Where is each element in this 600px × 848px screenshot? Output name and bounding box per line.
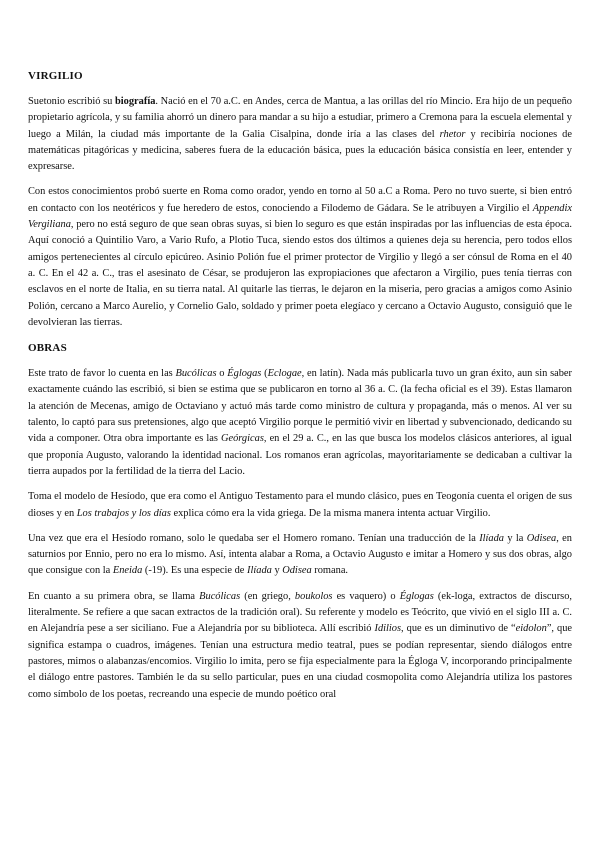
text-run: o: [216, 368, 228, 380]
text-run: , en el 29 a. C., en las que busca los modelos clásicos anteriores, al igual que proponía Augusto, valorando la identidad nacional. Los romanos eran agrícolas, mayoritariamente se dedicaban a cultivar la tierra aupados por la fertilidad de la tierra del Lacio.: [28, 433, 572, 477]
italic-text: Geórgicas: [220, 433, 264, 445]
italic-text: Odisea: [282, 565, 312, 577]
text-run: es vaquero) o: [332, 590, 400, 602]
document-page: [28, 68, 572, 712]
text-run: y la: [504, 532, 527, 544]
italic-text: Eneida: [112, 565, 143, 577]
section-heading-obras: OBRAS: [28, 342, 67, 355]
text-run: ”, que significa estampa o cuadros, imágenes. Tenían una estructura medio teatral, pues se podían representar, siendo diálogos entre pastores, mimos o alabanzas/encomios. Virgilio lo imita, pero se fija especialmente para la Égloga V, incorporando principalmente el diálogo entre pastores. También le da su sello particular, pues en una ciudad cosmopolita como Alejandría utiliza los pastores como símbolo de los poetas, recreando una especie de mundo poético oral: [28, 623, 573, 700]
text-run: , que es un diminutivo de “: [401, 623, 516, 635]
text-run: (en griego,: [240, 590, 295, 602]
italic-text: Bucólicas: [175, 368, 217, 380]
italic-text: boukolos: [294, 590, 333, 602]
paragraph: [28, 531, 572, 580]
paragraph: [28, 94, 572, 175]
italic-text: Églogas: [227, 368, 262, 380]
paragraph: [28, 366, 572, 480]
text-run: (-19). Es una especie de: [142, 565, 248, 577]
text-run: , en saturnios por Ennio, pero no era lo mismo. Así, intenta alabar a Roma, a Octavio Augusto e imitar a Homero y sus dos obras, algo que consigue con la: [28, 532, 572, 577]
text-run: (: [261, 368, 268, 380]
text-run: . Nació en el 70 a.C. en Andes, cerca de Mantua, a las orillas del río Mincio. Era hijo de un pequeño propietario agrícola, y su familia ahorró un dinero para mandar a su hijo a estudiar, primero a Cremona para la escuela elemental y luego a Milán, la ciudad más importante de la Galia Cisalpina, donde iría a las clases del: [28, 96, 572, 140]
bold-text: biografía: [115, 96, 156, 107]
italic-text: rhetor: [439, 128, 466, 140]
text-run: Toma el modelo de Hesíodo, que era como el Antiguo Testamento para el mundo clásico, pues en Teogonía cuenta el origen de sus dioses y en: [28, 491, 572, 519]
text-run: Suetonio escribió su: [28, 96, 115, 107]
text-run: Una vez que era el Hesíodo romano, solo le quedaba ser el Homero romano. Tenían una traducción de la: [28, 532, 480, 544]
text-run: romana.: [311, 565, 349, 577]
paragraph: [28, 489, 572, 522]
text-run: Con estos conocimientos probó suerte en Roma como orador, yendo en torno al 50 a.C a Roma. Pero no tuvo suerte, si bien entró en contacto con los neotéricos y fue heredero de estos, conociendo a Filodemo de Gádara. Se le atribuyen a Virgilio el: [28, 186, 572, 214]
italic-text: Idilios: [374, 623, 402, 635]
text-run: (ek-loga, extractos de discurso, literalmente. Se refiere a que sacan extractos de la tradición oral). Su referente y modelo es Teócrito, que vivió en el siglo III a. C. en Alejandría pese a ser siciliano. Fue a Alejandría por su biblioteca. Allí escribió: [28, 590, 573, 635]
text-run: y: [271, 565, 283, 577]
italic-text: eidolon: [515, 623, 547, 635]
text-run: explica cómo era la vida griega. De la misma manera intenta actuar Virgilio.: [170, 507, 491, 519]
italic-text: Églogas: [399, 590, 434, 602]
italic-text: Eclogae: [267, 368, 302, 380]
paragraph: [28, 184, 572, 331]
italic-text: Ilíada: [247, 565, 272, 577]
text-run: , pero no está seguro de que sean obras suyas, si bien lo seguro es que están inspiradas por las influencias de esta época. Aquí conoció a Quintilio Varo, a Vario Rufo, a Plotio Tuca, siendo estos dos últimos a quienes deja su herencia, pero todos ellos amigos pertenecientes al círculo epicúreo. Asinio Polión fue el primer protector de Virgilio y llegó a ser cónsul de Roma en el 40 a. C. En el 42 a. C., tras el asesinato de César, se produjeron las expropiaciones que afectaron a Virgilio, pues tenía tierras con esclavos en el norte de Italia, en su tierra natal. Al quitarle las tierras, le dejaron en la miseria, pero gracias a amigos como Asinio Polión, cercano a Marco Aurelio, y Cornelio Galo, soldado y primer poeta elegíaco y cercano a Octavio Augusto, consiguió que le devolvieran las tierras.: [28, 219, 572, 328]
text-run: y recibiría nociones de matemáticas pitagóricas y medicina, saberes fuera de la educación básica, pues la educación básica consistía en leer, entender y expresarse.: [28, 128, 572, 173]
italic-text: Appendix Vergiliana: [28, 202, 572, 231]
text-run: , en latín). Nada más publicarla tuvo un gran éxito, aun sin saber exactamente cuándo las escribió, si bien se estima que se publicaron en torno al 36 a. C. (la fecha oficial es el 39). Estas llamaron la atención de Mecenas, amigo de Octaviano y actuó más tarde como ministro de cultura y propaganda, más o menos. Al ver su talento, lo captó para sus pretensiones, algo que aceptó Virgilio porque le permitió vivir en libertad y subvencionado, dedicando su vida a componer. Otra obra importante es las: [28, 368, 572, 445]
text-run: En cuanto a su primera obra, se llama: [28, 590, 200, 602]
paragraph: [28, 589, 572, 703]
italic-text: Odisea: [526, 532, 557, 544]
italic-text: Bucólicas: [199, 590, 241, 602]
text-run: Este trato de favor lo cuenta en las: [28, 368, 176, 380]
italic-text: Los trabajos y los días: [76, 507, 171, 519]
section-heading-virgilio: VIRGILIO: [28, 70, 83, 82]
italic-text: Ilíada: [479, 532, 505, 544]
